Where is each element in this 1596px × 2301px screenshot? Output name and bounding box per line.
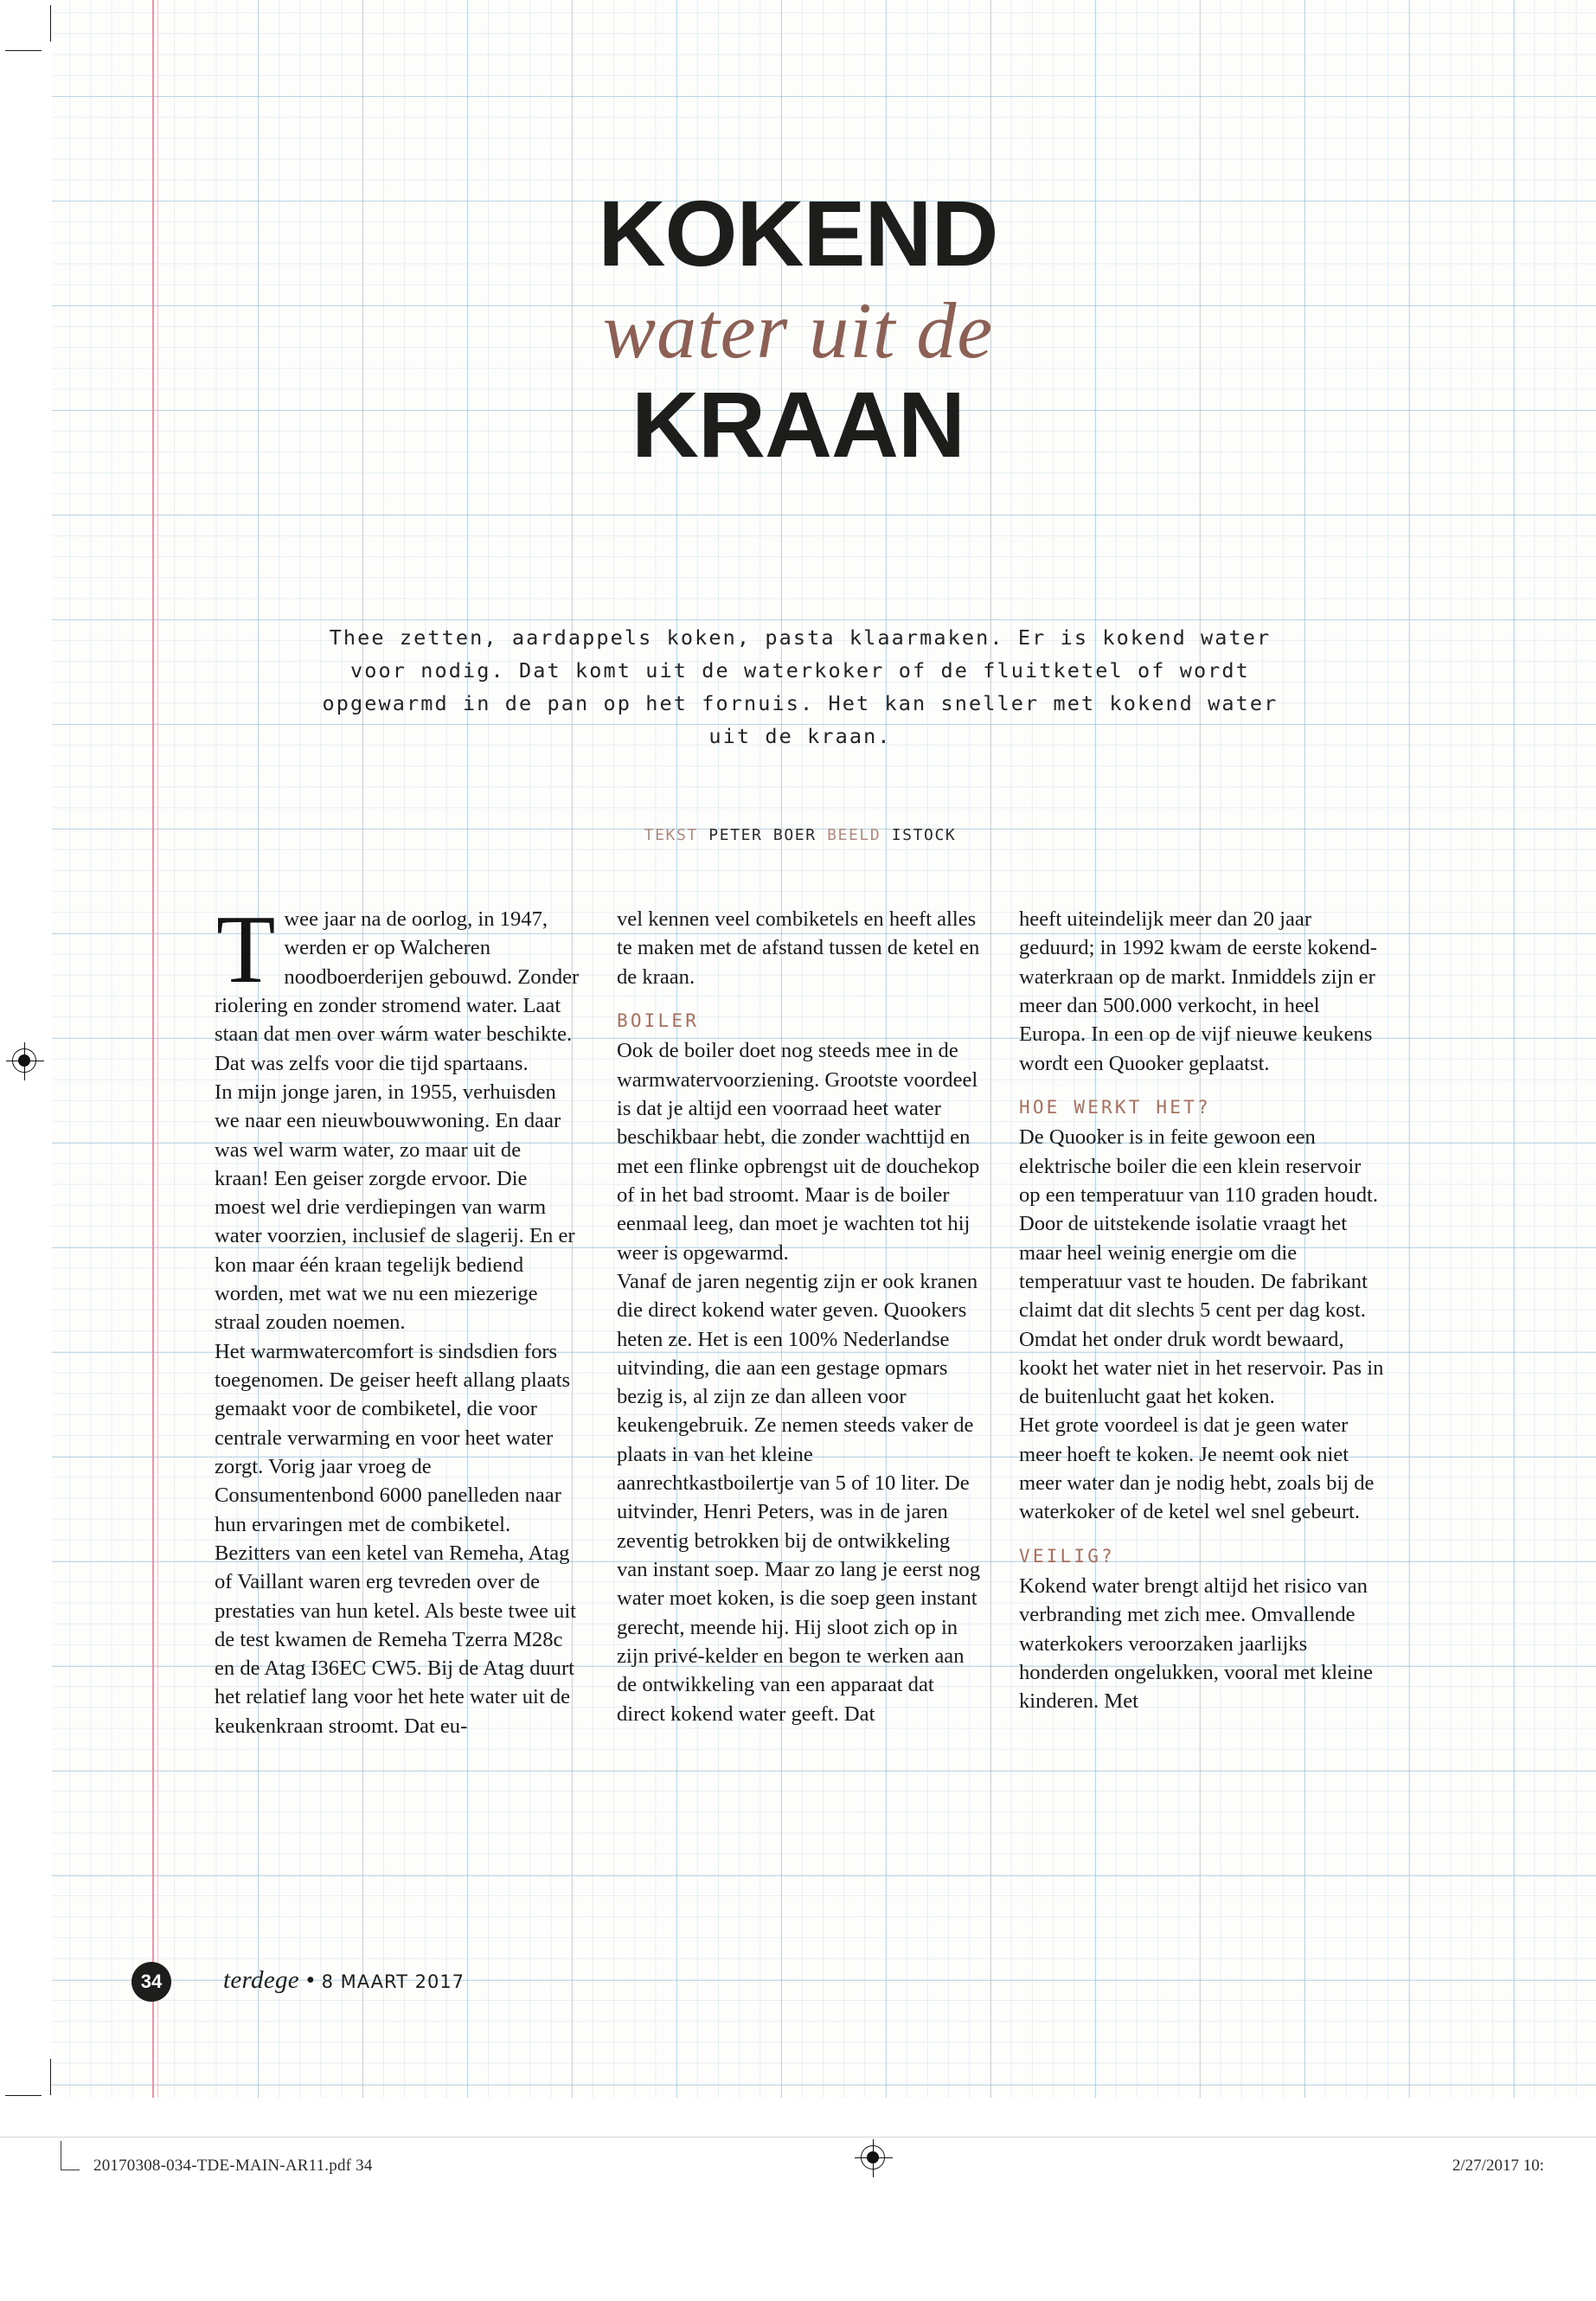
registration-mark-left [12,1048,36,1073]
standfirst: Thee zetten, aardappels koken, pasta klaarmaken. Er is kokend water voor nodig. Dat komt uit de waterkoker of de fluitketel of wordt opgewarmd in de pan op het fornuis. Het kan sneller met kokend water uit de kraan. [322,625,1279,749]
print-slug-bar [0,2137,1596,2198]
article-headline [285,181,1311,478]
drop-cap: T [216,896,276,1003]
footer-separator: • [305,1966,315,1994]
paragraph: Het warmwatercomfort is sindsdien fors toegenomen. De geiser heeft allang plaats gemaakt voor de combiketel, die voor centrale verwarming en voor heet water zorgt. Vorig jaar vroeg de Consumentenbond 6000 panelleden naar hun ervaringen met de combiketel. Bezitters van een ketel van Remeha, Atag of Vaillant waren erg tevreden over de prestaties van hun ketel. Als beste twee uit de test kwamen de Remeha Tzerra M28c en de Atag I36EC CW5. Bij de Atag duurt het relatief lang voor het hete water uit de keukenkraan stroomt. Dat eu- [215,1339,576,1738]
column-3 [1019,905,1385,1740]
headline-line-2: water uit de [602,286,994,375]
subheading-boiler: BOILER [617,1009,700,1031]
crop-mark-top-left-v [50,5,51,42]
body-columns [215,896,1387,1740]
crop-mark-top-left-h [5,50,42,51]
subheading-veilig: VEILIG? [1019,1545,1115,1567]
crop-mark-bottom-left-h [5,2095,42,2096]
credits-text-value: PETER BOER [708,826,817,844]
magazine-name: terdege [223,1966,299,1994]
credits-image-label: BEELD [827,826,881,844]
crop-mark-bottom-left-v [50,2059,51,2095]
credits [303,826,1298,844]
issue-date: 8 MAART 2017 [321,1971,465,1992]
footer-magazine-info [223,1966,465,1995]
margin-rule [152,0,154,2098]
paragraph: heeft uiteindelijk meer dan 20 jaar geduurd; in 1992 kwam de eerste kokend-waterkraan op de markt. Inmiddels zijn er meer dan 500.000 verkocht, in heel Europa. In een op de vijf nieuwe keukens wordt een Quooker geplaatst. [1019,907,1377,1075]
paragraph: Vanaf de jaren negentig zijn er ook kranen die direct kokend water geven. Quookers heten ze. Het is een 100% Nederlandse uitvinding, die aan een gestage opmars bezig is, al zijn ze dan alleen voor keukengebruik. Ze nemen steeds vaker de plaats in van het kleine aanrechtkastboilertje van 5 of 10 liter. De uitvinder, Henri Peters, was in de jaren zeventig betrokken bij de ontwikkeling van instant soep. Maar zo lang je eerst nog water moet koken, is die soep geen instant gerecht, meende hij. Hij sloot zich op in zijn privé-kelder en begon te werken aan de ontwikkeling van een apparaat dat direct kokend water geeft. Dat [617,1269,981,1726]
headline-line-3: KRAAN [631,372,965,478]
paragraph: De Quooker is in feite gewoon een elektrische boiler die een klein reservoir op een temperatuur van 110 graden houdt. Door de uitstekende isolatie vraagt het maar heel weinig energie om die temperatuur vast te houden. De fabrikant claimt dat dit slechts 5 cent per dag kost. Omdat het onder druk wordt bewaard, kookt het water niet in het reservoir. Pas in de buitenlucht gaat het koken. [1019,1125,1384,1409]
subheading-hoe-werkt-het: HOE WERKT HET? [1019,1096,1211,1118]
credits-image-value: ISTOCK [891,826,957,844]
slug-filename: 20170308-034-TDE-MAIN-AR11.pdf 34 [93,2157,373,2175]
page-number-badge: 34 [131,1962,171,2002]
paragraph-text: wee jaar na de oorlog, in 1947, werden er op Walcheren noodboerderijen gebouwd. Zonder riolering en zonder stromend water. Laat staan dat men over wárm water beschikte. Dat was zelfs voor die tijd spartaans. [215,907,580,1075]
paragraph: vel kennen veel combiketels en heeft alles te maken met de afstand tussen de ketel en de kraan. [617,907,980,989]
paragraph: Kokend water brengt altijd het risico van verbranding met zich mee. Omvallende waterkokers veroorzaken jaarlijks honderden ongelukken, vooral met kleine kinderen. Met [1019,1574,1374,1714]
slug-timestamp: 2/27/2017 10: [1452,2157,1544,2175]
paragraph [215,896,580,1078]
column-1 [215,896,580,1740]
paragraph: Het grote voordeel is dat je geen water meer hoeft te koken. Je neemt ook niet meer water dan je nodig hebt, zoals bij de waterkoker of de ketel wel snel gebeurt. [1019,1413,1375,1524]
paragraph: Ook de boiler doet nog steeds mee in de warmwatervoorziening. Grootste voordeel is dat je altijd een voorraad heet water beschikbaar hebt, die zonder wachttijd en met een flinke opbrengst uit de douchekop of in het bad stroomt. Maar is de boiler eenmaal leeg, dan moet je wachten tot hij weer is opgewarmd. [617,1039,980,1265]
column-2 [617,905,983,1740]
headline-line-1: KOKEND [598,181,998,285]
margin-rule-secondary [157,0,158,2098]
paragraph: In mijn jonge jaren, in 1955, verhuisden we naar een nieuwbouwwoning. En daar was wel warm water, zo maar uit de kraan! Een geiser zorgde ervoor. Die moest wel drie verdiepingen van warm water voorzien, inclusief de slagerij. En er kon maar één kraan tegelijk bediend worden, met wat we nu een miezerige straal zouden noemen. [215,1080,575,1335]
credits-text-label: TEKST [644,826,698,844]
